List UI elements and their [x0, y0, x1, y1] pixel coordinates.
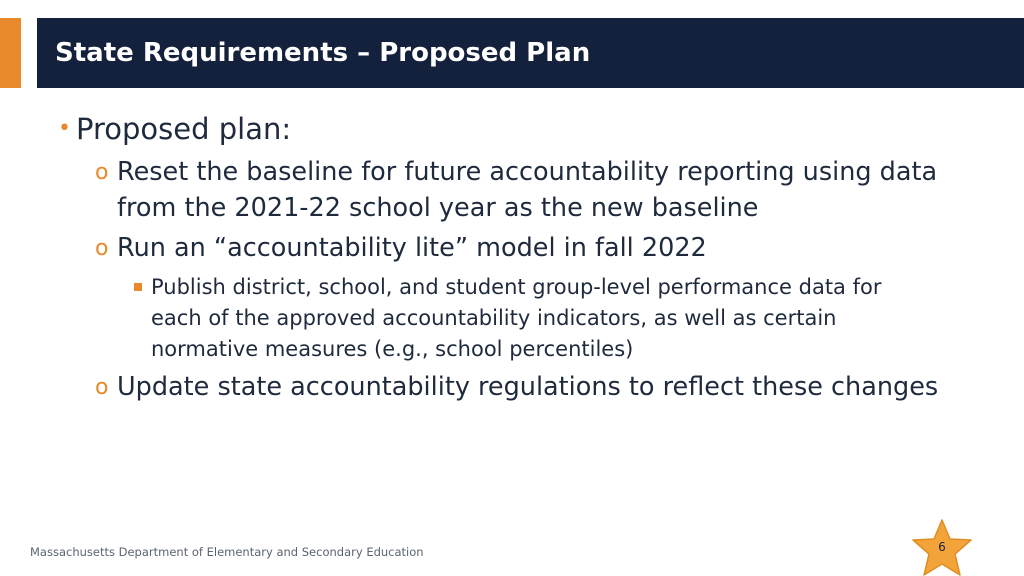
bullet-text: Proposed plan: — [76, 112, 292, 146]
square-bullet-icon — [134, 283, 142, 291]
sub-sub-bullet-text: Publish district, school, and student group-level performance data for — [151, 275, 882, 299]
page-number: 6 — [938, 540, 946, 554]
sub-sub-bullet-publish-cont2 — [151, 337, 633, 361]
bullet-dot-icon: • — [58, 116, 71, 141]
sub-bullet-text: from the 2021-22 school year as the new baseline — [117, 193, 759, 223]
sub-bullet-text: Run an “accountability lite” model in fall 2022 — [117, 233, 707, 263]
slide-title: State Requirements – Proposed Plan — [55, 38, 591, 68]
sub-sub-bullet-publish-cont — [151, 306, 836, 330]
sub-bullet-text: Reset the baseline for future accountability reporting using data — [117, 157, 938, 187]
footer-organization: Massachusetts Department of Elementary and Secondary Education — [30, 545, 424, 559]
sub-sub-bullet-text: normative measures (e.g., school percentiles) — [151, 337, 634, 361]
sub-sub-bullet-text: each of the approved accountability indicators, as well as certain — [151, 306, 837, 330]
title-bar — [37, 18, 1024, 88]
circle-bullet-icon: o — [95, 236, 109, 261]
sub-bullet-reset-baseline-cont — [117, 193, 759, 223]
circle-bullet-icon: o — [95, 375, 109, 400]
sub-bullet-text: Update state accountability regulations to reflect these changes — [117, 372, 939, 402]
title-accent-bar — [0, 18, 21, 88]
circle-bullet-icon: o — [95, 160, 109, 185]
